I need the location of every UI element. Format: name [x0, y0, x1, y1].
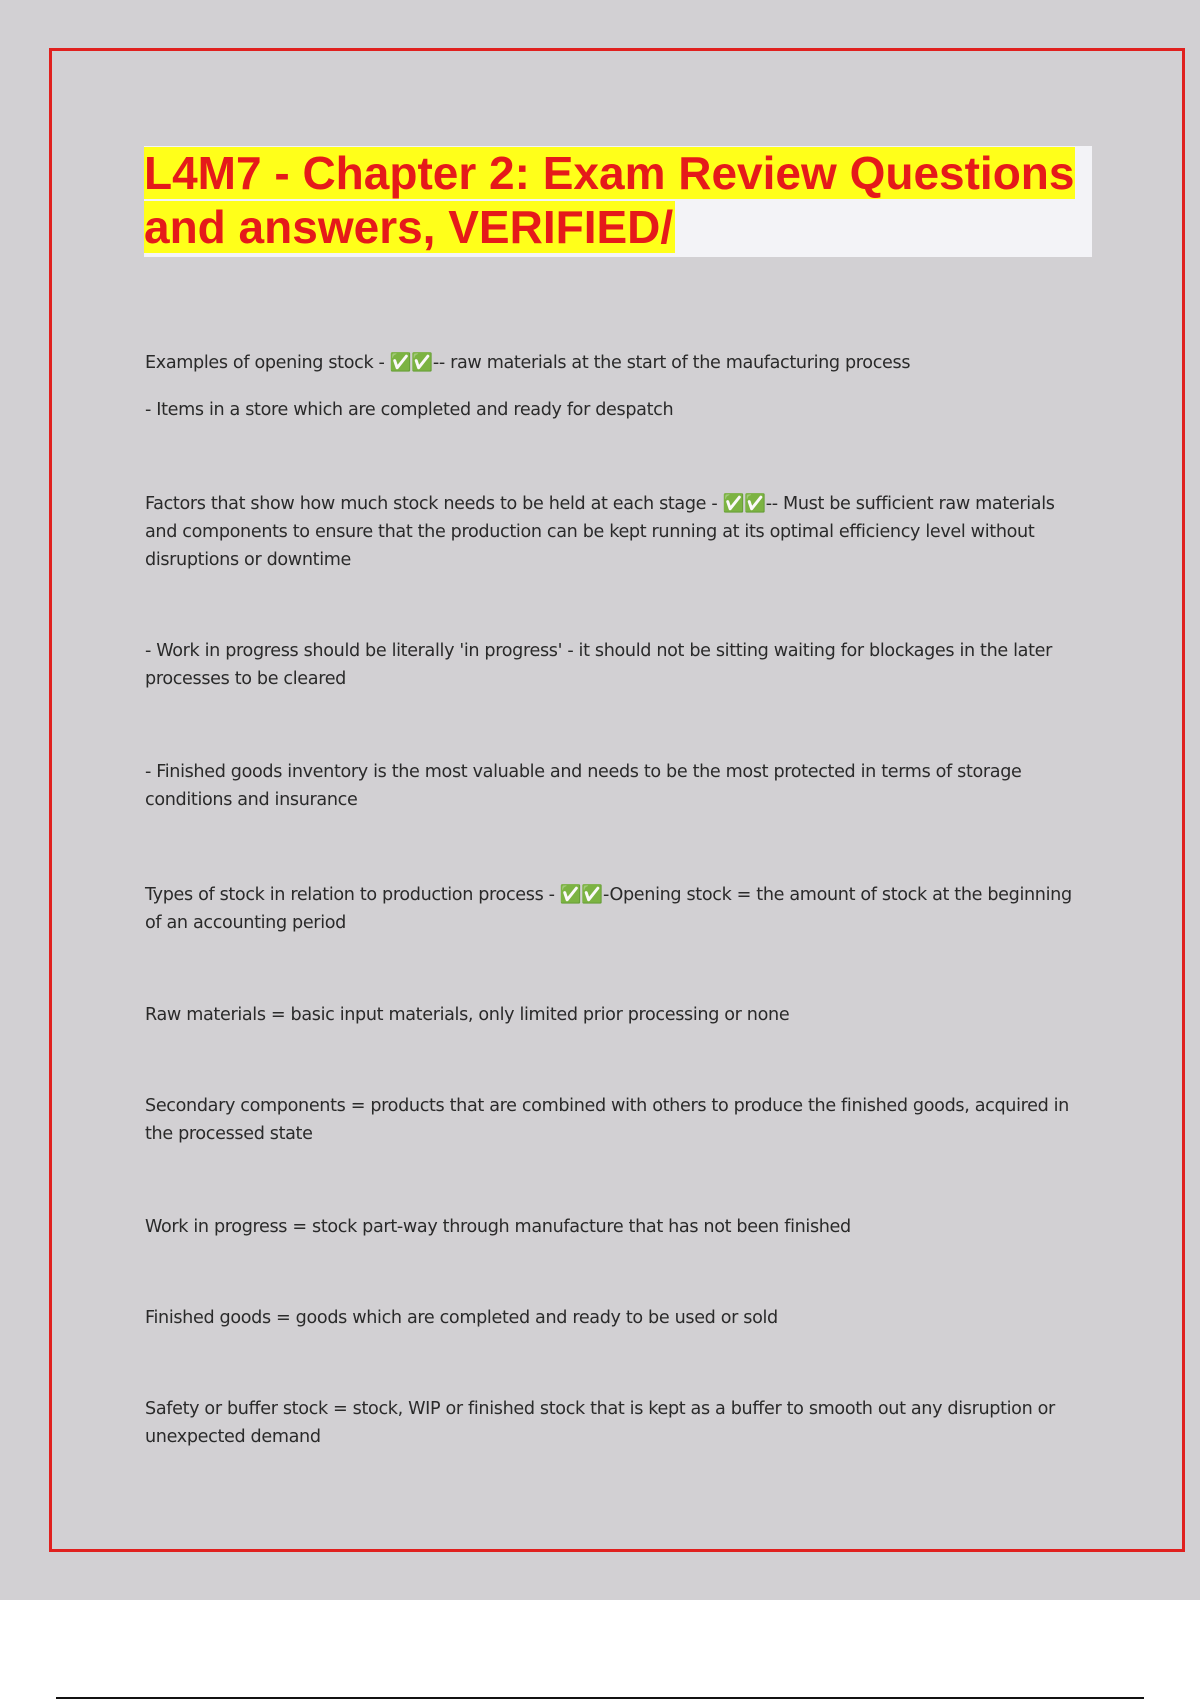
paragraph-raw-materials: Raw materials = basic input materials, only limited prior processing or none	[145, 1005, 790, 1025]
paragraph-stock-factors: Factors that show how much stock needs to be held at each stage - ✅✅-- Must be sufficient raw materials and components to ensure that the production can be kept running at its optimal efficiency level without disruptions or downtime	[145, 494, 1055, 570]
paragraph-types-of-stock: Types of stock in relation to production process - ✅✅-Opening stock = the amount of stock at the beginning of an accounting period	[145, 885, 1072, 933]
document-title	[144, 146, 1092, 254]
paragraph-finished-goods-note: - Finished goods inventory is the most valuable and needs to be the most protected in terms of storage conditions and insurance	[145, 762, 1022, 810]
document-title-text: L4M7 - Chapter 2: Exam Review Questions and answers, VERIFIED/	[144, 147, 1075, 253]
paragraph-work-in-progress-definition: Work in progress = stock part-way through manufacture that has not been finished	[145, 1217, 851, 1237]
paragraph-safety-buffer-stock: Safety or buffer stock = stock, WIP or finished stock that is kept as a buffer to smooth out any disruption or unexpected demand	[145, 1399, 1055, 1447]
paragraph-items-in-store: - Items in a store which are completed and ready for despatch	[145, 400, 674, 420]
paragraph-finished-goods-definition: Finished goods = goods which are completed and ready to be used or sold	[145, 1308, 778, 1328]
paragraph-secondary-components: Secondary components = products that are combined with others to produce the finished goods, acquired in the processed state	[145, 1096, 1069, 1144]
paragraph-opening-stock-examples: Examples of opening stock - ✅✅-- raw materials at the start of the maufacturing process	[145, 353, 911, 373]
paragraph-work-in-progress-note: - Work in progress should be literally 'in progress' - it should not be sitting waiting for blockages in the later processes to be cleared	[145, 641, 1052, 689]
footer-rule	[56, 1697, 1144, 1699]
